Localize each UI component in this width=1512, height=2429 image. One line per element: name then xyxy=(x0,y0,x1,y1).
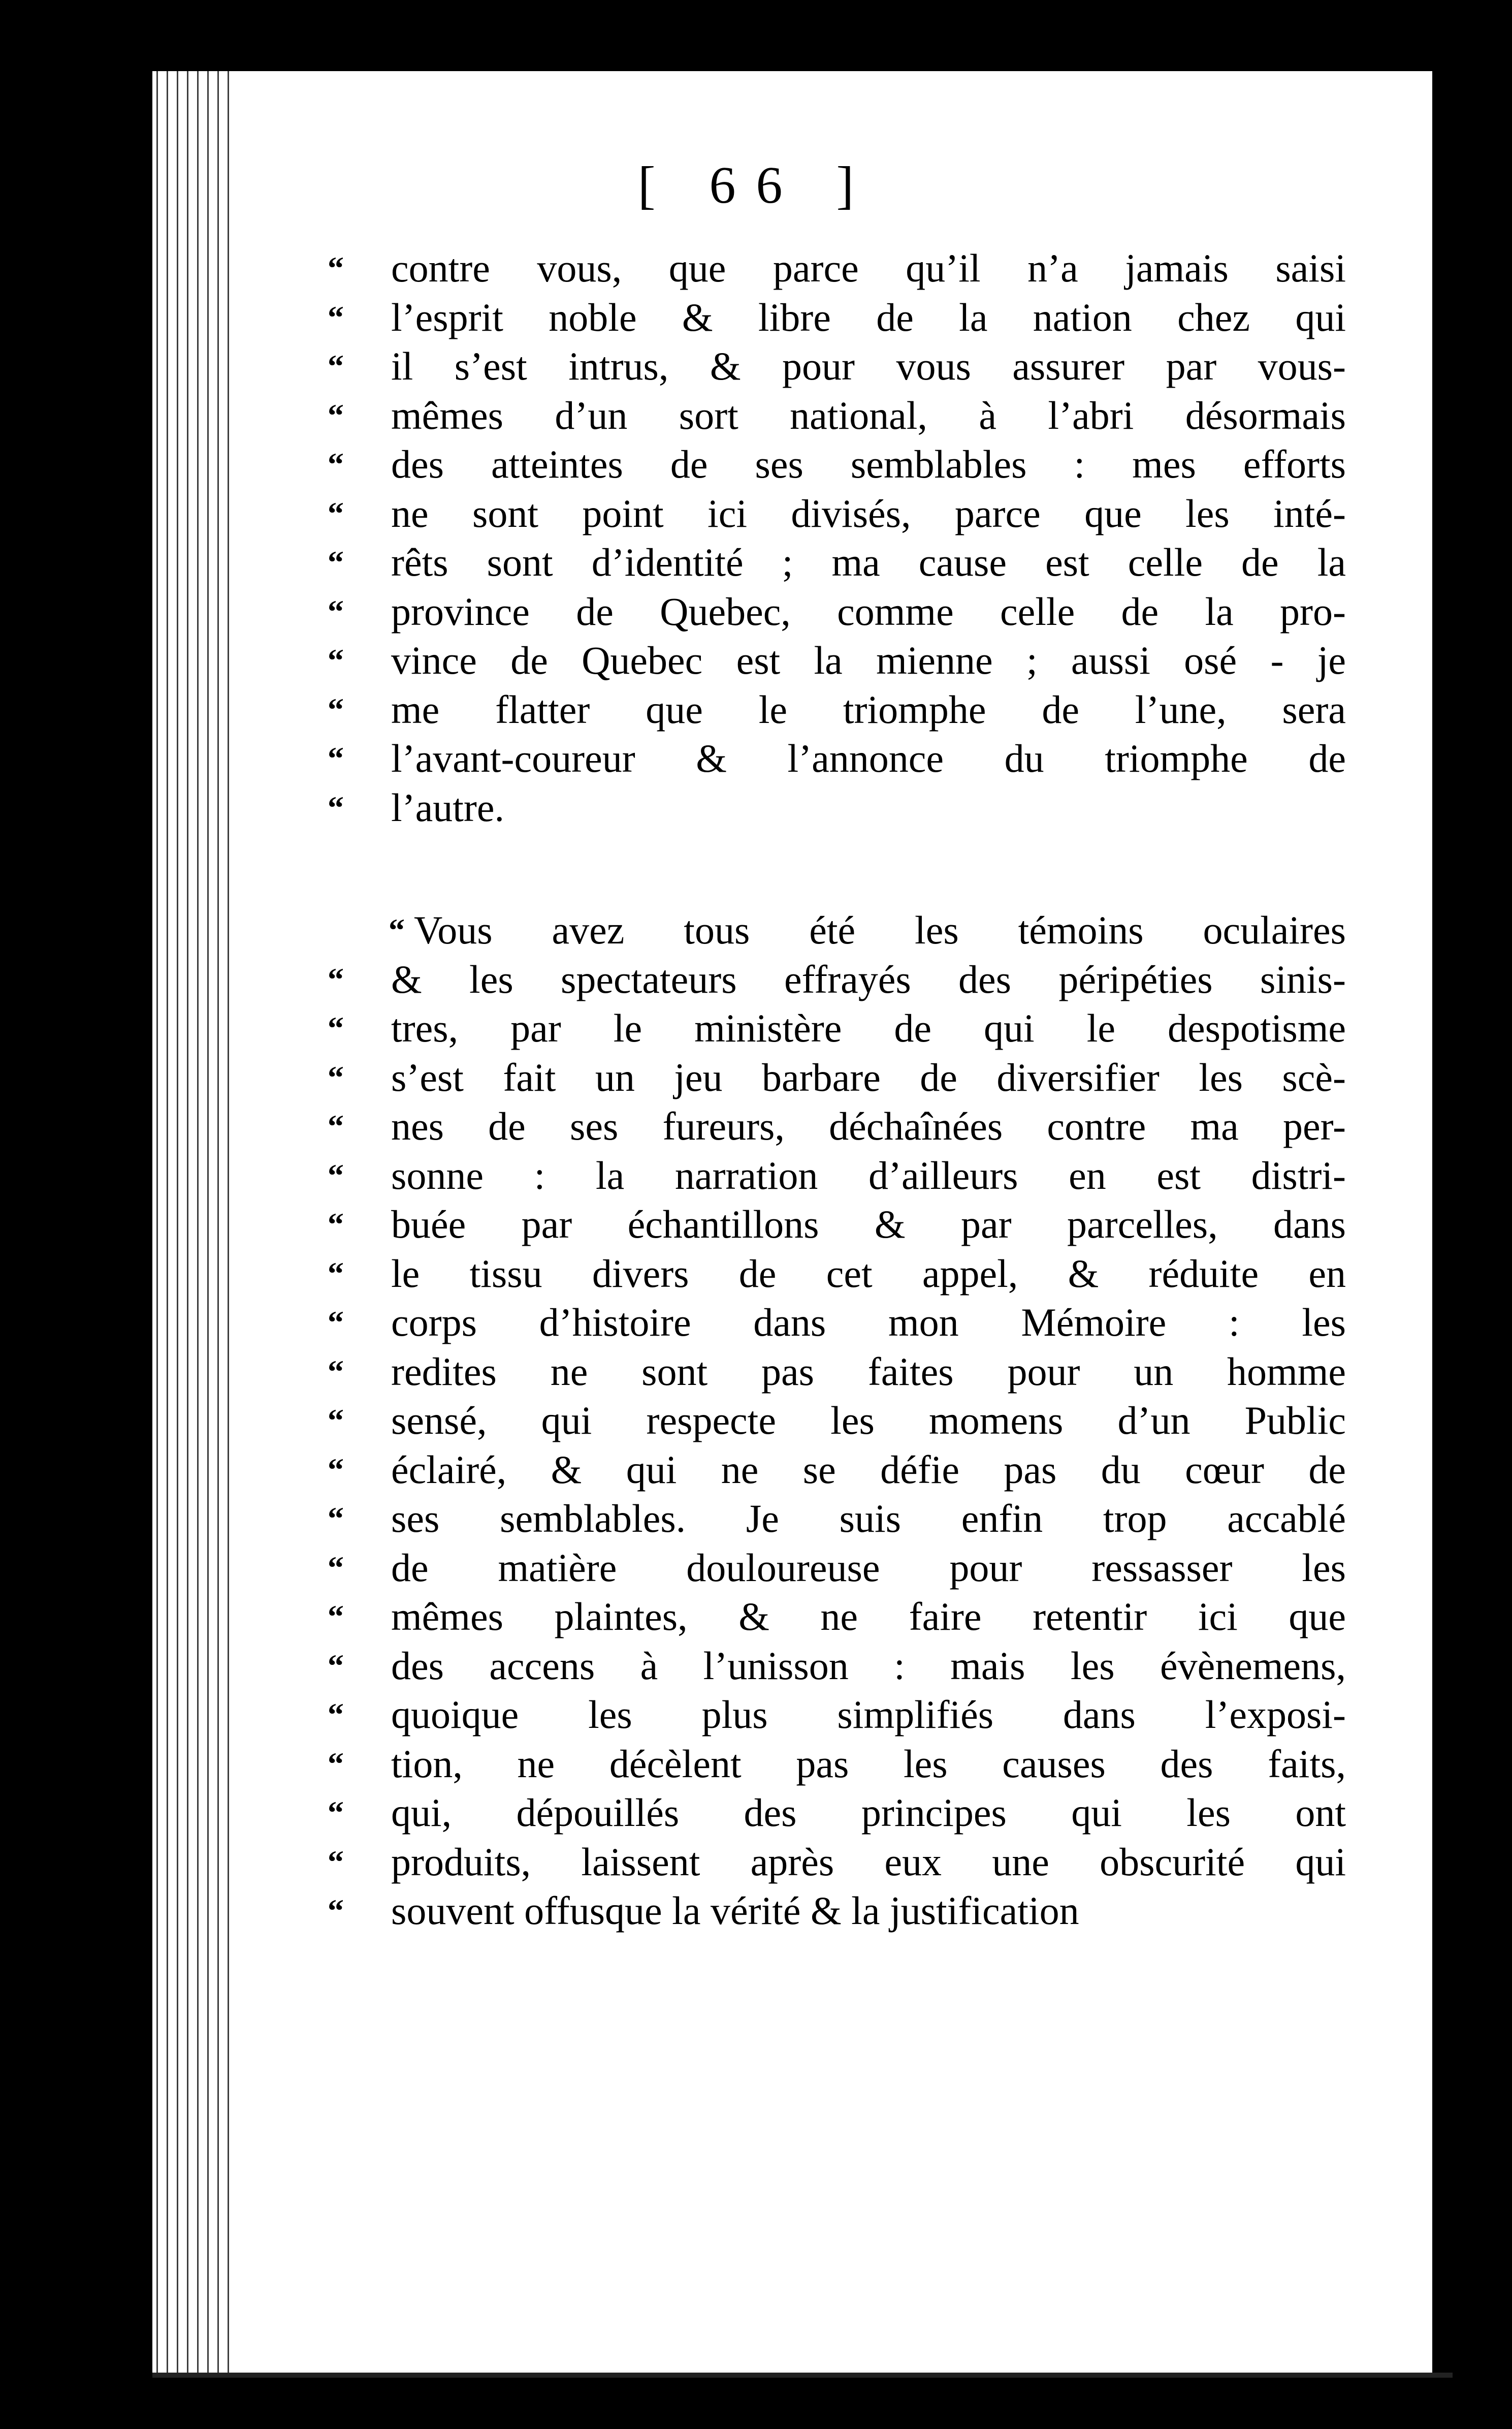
quote-mark: “ xyxy=(328,691,344,728)
text-line xyxy=(328,587,1346,637)
line-text: nes de ses fureurs, déchaînées contre ma per- xyxy=(391,1104,1346,1148)
text-line xyxy=(328,636,1346,685)
line-text: buée par échantillons & par parcelles, dans xyxy=(391,1202,1346,1246)
quote-mark: “ xyxy=(328,593,344,629)
quote-mark: “ xyxy=(328,1598,344,1634)
text-line xyxy=(328,1053,1346,1102)
quote-mark: “ xyxy=(328,1255,344,1291)
line-text: province de Quebec, comme celle de la pro- xyxy=(391,589,1346,634)
text-line xyxy=(391,906,1346,955)
quote-mark: “ xyxy=(328,1843,344,1880)
quote-mark: “ xyxy=(328,1059,344,1095)
quote-mark: “ xyxy=(389,912,405,948)
quote-mark: “ xyxy=(328,544,344,580)
text-line xyxy=(328,1396,1346,1445)
line-text: l’esprit noble & libre de la nation chez qui xyxy=(391,295,1346,339)
line-text: il s’est intrus, & pour vous assurer par vous- xyxy=(391,344,1346,388)
line-text: contre vous, que parce qu’il n’a jamais saisi xyxy=(391,246,1346,290)
quote-mark: “ xyxy=(328,397,344,433)
quote-mark: “ xyxy=(328,642,344,678)
quote-mark: “ xyxy=(328,250,344,286)
line-text: quoique les plus simplifiés dans l’exposi- xyxy=(391,1692,1346,1737)
text-line xyxy=(328,1347,1346,1397)
text-line xyxy=(328,1102,1346,1151)
line-text: mêmes plaintes, & ne faire retentir ici que xyxy=(391,1594,1346,1638)
text-line xyxy=(328,783,1346,833)
quote-mark: “ xyxy=(328,1696,344,1732)
text-line xyxy=(328,244,1346,293)
line-text: produits, laissent après eux une obscurité qui xyxy=(391,1839,1346,1884)
text-line xyxy=(328,1690,1346,1740)
quote-mark: “ xyxy=(328,1304,344,1340)
quote-mark: “ xyxy=(328,1549,344,1586)
paragraph-2 xyxy=(328,906,1346,1936)
quote-mark: “ xyxy=(328,495,344,531)
text-line xyxy=(328,1004,1346,1053)
line-text: vince de Quebec est la mienne ; aussi osé - je xyxy=(391,638,1346,682)
line-text: corps d’histoire dans mon Mémoire : les xyxy=(391,1300,1346,1344)
text-line xyxy=(328,440,1346,489)
text-line xyxy=(328,955,1346,1004)
page-header: [ 66 ] xyxy=(637,156,875,214)
quote-mark: “ xyxy=(328,348,344,384)
text-line xyxy=(328,1249,1346,1299)
quote-mark: “ xyxy=(328,740,344,776)
text-line xyxy=(328,1886,1346,1936)
line-text: de matière douloureuse pour ressasser les xyxy=(391,1545,1346,1590)
line-text: qui, dépouillés des principes qui les ont xyxy=(391,1790,1346,1835)
quote-mark: “ xyxy=(328,789,344,826)
line-text: tres, par le ministère de qui le despotisme xyxy=(391,1006,1346,1050)
quote-mark: “ xyxy=(328,1353,344,1390)
text-line xyxy=(328,1838,1346,1887)
quote-mark: “ xyxy=(328,1500,344,1536)
line-text: me flatter que le triomphe de l’une, sera xyxy=(391,687,1346,732)
line-text: le tissu divers de cet appel, & réduite en xyxy=(391,1251,1346,1296)
text-line xyxy=(328,1788,1346,1838)
line-text: ne sont point ici divisés, parce que les inté- xyxy=(391,491,1346,535)
text-line xyxy=(328,1200,1346,1249)
text-line xyxy=(328,391,1346,440)
quote-mark: “ xyxy=(328,446,344,482)
page-edge-bottom xyxy=(152,2373,1453,2378)
text-line xyxy=(328,1592,1346,1642)
text-line xyxy=(328,489,1346,539)
quote-mark: “ xyxy=(328,1108,344,1144)
text-line xyxy=(328,1543,1346,1593)
line-text: des accens à l’unisson : mais les évènemens, xyxy=(391,1643,1346,1688)
line-text: Vous avez tous été les témoins oculaires xyxy=(414,908,1346,952)
line-text: mêmes d’un sort national, à l’abri désormais xyxy=(391,393,1346,437)
quote-mark: “ xyxy=(328,1206,344,1242)
quote-mark: “ xyxy=(328,1794,344,1831)
quote-mark: “ xyxy=(328,1892,344,1929)
line-text: l’avant-coureur & l’annonce du triomphe de xyxy=(391,736,1346,780)
line-text: redites ne sont pas faites pour un homme xyxy=(391,1349,1346,1394)
line-text: & les spectateurs effrayés des péripéties sinis- xyxy=(391,957,1346,1001)
text-line xyxy=(328,1494,1346,1543)
line-text: ses semblables. Je suis enfin trop accablé xyxy=(391,1496,1346,1540)
text-line xyxy=(328,1298,1346,1347)
page-edge-right xyxy=(1432,71,1453,2378)
line-text: tion, ne décèlent pas les causes des faits, xyxy=(391,1741,1346,1786)
text-line xyxy=(328,342,1346,391)
line-text: des atteintes de ses semblables : mes efforts xyxy=(391,442,1346,486)
line-text: sensé, qui respecte les momens d’un Public xyxy=(391,1398,1346,1442)
body-text xyxy=(328,244,1346,1936)
line-text: souvent offusque la vérité & la justification xyxy=(391,1888,1079,1933)
quote-mark: “ xyxy=(328,1451,344,1488)
text-line xyxy=(328,1445,1346,1495)
quote-mark: “ xyxy=(328,1745,344,1782)
line-text: s’est fait un jeu barbare de diversifier les scè- xyxy=(391,1055,1346,1099)
line-text: rêts sont d’identité ; ma cause est celle de la xyxy=(391,540,1346,584)
paragraph-1 xyxy=(328,244,1346,832)
quote-mark: “ xyxy=(328,961,344,997)
quote-mark: “ xyxy=(328,299,344,335)
text-line xyxy=(328,538,1346,587)
line-text: sonne : la narration d’ailleurs en est distri- xyxy=(391,1153,1346,1197)
text-line xyxy=(328,685,1346,735)
text-line xyxy=(328,734,1346,783)
text-line xyxy=(328,1151,1346,1201)
text-line xyxy=(328,1642,1346,1691)
page-edge-left xyxy=(152,71,234,2378)
quote-mark: “ xyxy=(328,1647,344,1684)
quote-mark: “ xyxy=(328,1157,344,1193)
text-line xyxy=(328,1740,1346,1789)
quote-mark: “ xyxy=(328,1402,344,1438)
line-text: éclairé, & qui ne se défie pas du cœur de xyxy=(391,1447,1346,1492)
text-line xyxy=(328,293,1346,342)
line-text: l’autre. xyxy=(391,785,505,830)
quote-mark: “ xyxy=(328,1010,344,1046)
